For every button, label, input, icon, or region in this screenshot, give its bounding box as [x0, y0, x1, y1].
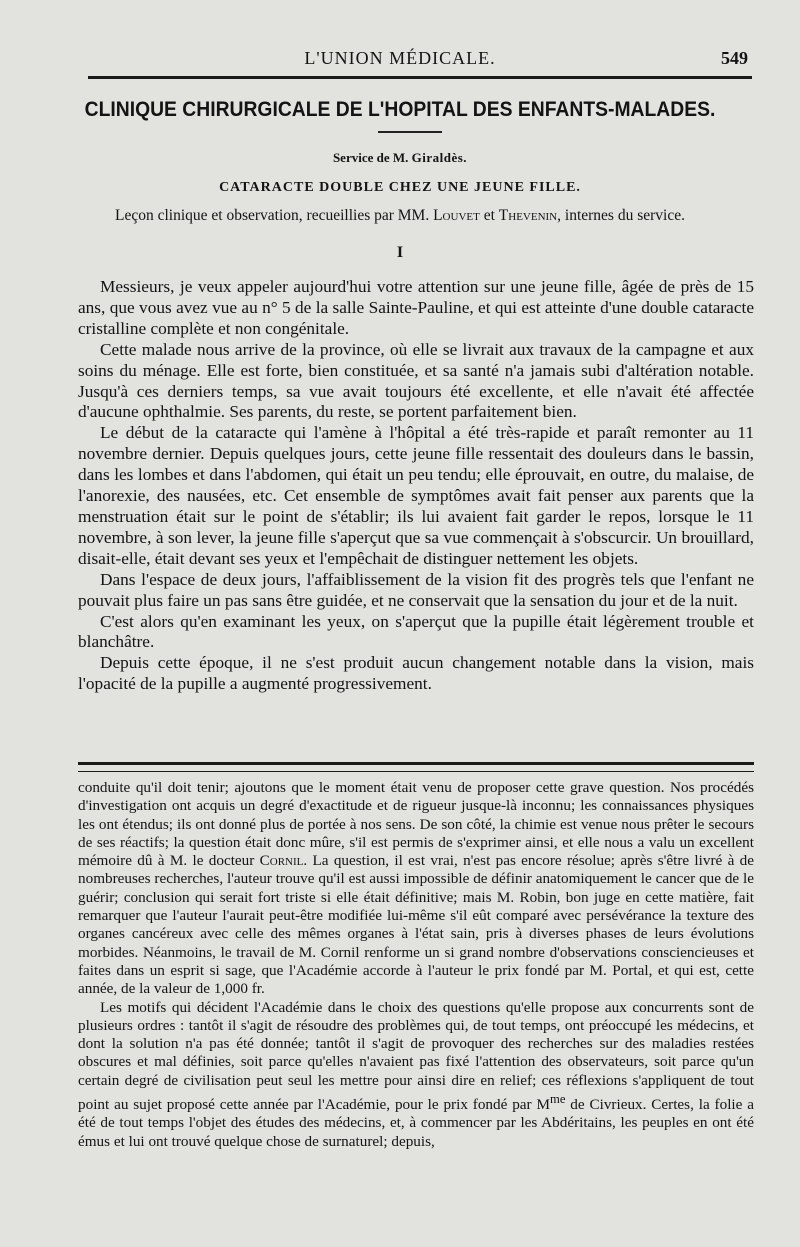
text-run: . La question, il est vrai, n'est pas encore résolue; après s'être livré à de nombreuses recherches, l'auteur trouve qu'il est aussi impossible de définir anatomiquement le cancer que de le guérir; conclusion qui serait fort triste si elle était définitive; mais M. Robin, bon juge en cette matière, fait remarquer que l'auteur l'aurait peut-être modifiée lui-même s'il eût comparé avec persévérance la texture des organes cancéreux avec celle des mêmes organes à l'état sain, pris à diverses phases de leurs évolutions morbides. Néanmoins, le travail de M. Cornil renforme un si grand nombre d'observations consciencieuses et faites dans un esprit si sage, que l'Académie accorde à l'auteur le prix fondé par M. Portal, et qui est, cette année, de la valeur de 1,000 fr. [78, 852, 754, 998]
author-cornil: Cornil [259, 852, 304, 870]
superscript: me [549, 1092, 566, 1107]
title-rule [378, 131, 442, 133]
main-paragraph: Messieurs, je veux appeler aujourd'hui votre attention sur une jeune fille, âgée de près de 15 ans, que vous avez vue au n° 5 de la salle Sainte-Pauline, et qui est atteinte d'une double cataracte cristalline complète et non congénitale. [78, 277, 754, 338]
lecon-line [0, 207, 800, 225]
author-thevenin: Thevenin [498, 207, 558, 224]
text-run: conduite qu'il doit tenir; ajoutons que le moment était venu de proposer cette grave question. Nos procédés d'investigation ont acquis un degré d'exactitude et de rigueur jusque-là inconnu; les connaissances physiques les ont étendus; ils ont donné plus de portée à nos sens. De son côté, la chimie est venue nous prêter le secours de ses réactifs; la question était donc mûre, s'il est permis de s'exprimer ainsi, et elle nous a valu un excellent mémoire dû à M. le docteur [78, 779, 754, 870]
running-title: L'UNION MÉDICALE. [304, 48, 496, 68]
feuilleton-paragraph [78, 779, 754, 999]
article-title: CLINIQUE CHIRURGICALE DE L'HOPITAL DES ENFANTS-MALADES. [84, 98, 716, 121]
author-louvet: Louvet [433, 207, 480, 224]
main-paragraph: Cette malade nous arrive de la province, où elle se livrait aux travaux de la campagne et aux soins du ménage. Elle est forte, bien constituée, et sa santé n'a jamais subi d'altération notable. Jusqu'à ces derniers temps, sa vue avait toujours été excellente, et elle n'avait été affectée d'aucune ophthalmie. Ses parents, du reste, se portent parfaitement bien. [78, 339, 754, 422]
service-prefix: Service de M. [332, 150, 412, 165]
text-run: Les motifs qui décident l'Académie dans le choix des questions qu'elle propose aux concurrents sont de plusieurs ordres : tantôt il s'agit de résoudre des problèmes qui, de tout temps, ont préoccupé les médecins, et dont la solution n'a pas été donnée; tantôt il s'agit de provoquer des recherches sur des maladies restées obscures et mal définies, soit parce qu'elles n'avaient pas fixé l'attention des observateurs, soit parce qu'un certain degré de civilisation peut seul les mettre pour ainsi dire en relief; ces réflexions s'appliquent de tout point au sujet proposé cette année par l'Académie, pour le prix fondé par M [78, 998, 754, 1114]
article-subhead: CATARACTE DOUBLE CHEZ UNE JEUNE FILLE. [219, 180, 581, 195]
main-text [78, 277, 754, 695]
page-number: 549 [721, 48, 748, 68]
feuilleton-paragraph [78, 999, 754, 1151]
feuilleton-text [78, 779, 754, 1151]
main-paragraph: Depuis cette époque, il ne s'est produit aucun changement notable dans la vision, mais l'opacité de la pupille a augmenté progressivement. [78, 653, 754, 694]
main-paragraph: Le début de la cataracte qui l'amène à l'hôpital a été très-rapide et paraît remonter au 11 novembre dernier. Depuis quelques jours, cette jeune fille ressentait des douleurs dans le bassin, dans les lombes et dans l'abdomen, qui était un peu tendu; elle éprouvait, en outre, du malaise, de l'anorexie, des nausées, etc. Cet ensemble de symptômes avait fait penser aux parents que la menstruation était sur le point de s'établir; ils lui avaient fait garder le repos, lorsque le 11 novembre, à son lever, la jeune fille s'aperçut que sa vue commençait à s'obscurcir. Un brouillard, disait-elle, était devant ses yeux et l'empêchait de distinguer nettement les objets. [78, 423, 754, 568]
text-run: de Civrieux. Certes, la folie a été de tout temps l'objet des études des médecins, et, à commencer par les Abdéritains, les peuples en ont été émus et lui ont trouvé quelque chose de surnaturel; depuis, [78, 1096, 754, 1150]
section-divider [78, 762, 754, 772]
header-rule [88, 76, 752, 79]
running-head [0, 46, 800, 80]
service-name: Giraldès. [411, 150, 468, 165]
lecon-text-b: et [479, 207, 499, 224]
lecon-text-c: , internes du service. [557, 207, 685, 224]
lecon-text-a: Leçon clinique et observation, recueillies par MM. [115, 207, 434, 224]
main-paragraph: C'est alors qu'en examinant les yeux, on s'aperçut que la pupille était légèrement trouble et blanchâtre. [78, 611, 754, 652]
section-numeral: I [396, 244, 404, 261]
service-line [0, 150, 800, 166]
main-paragraph: Dans l'espace de deux jours, l'affaiblissement de la vision fit des progrès tels que l'enfant ne pouvait plus faire un pas sans être guidée, et ne conservait que la sensation du jour et de la nuit. [78, 569, 754, 610]
